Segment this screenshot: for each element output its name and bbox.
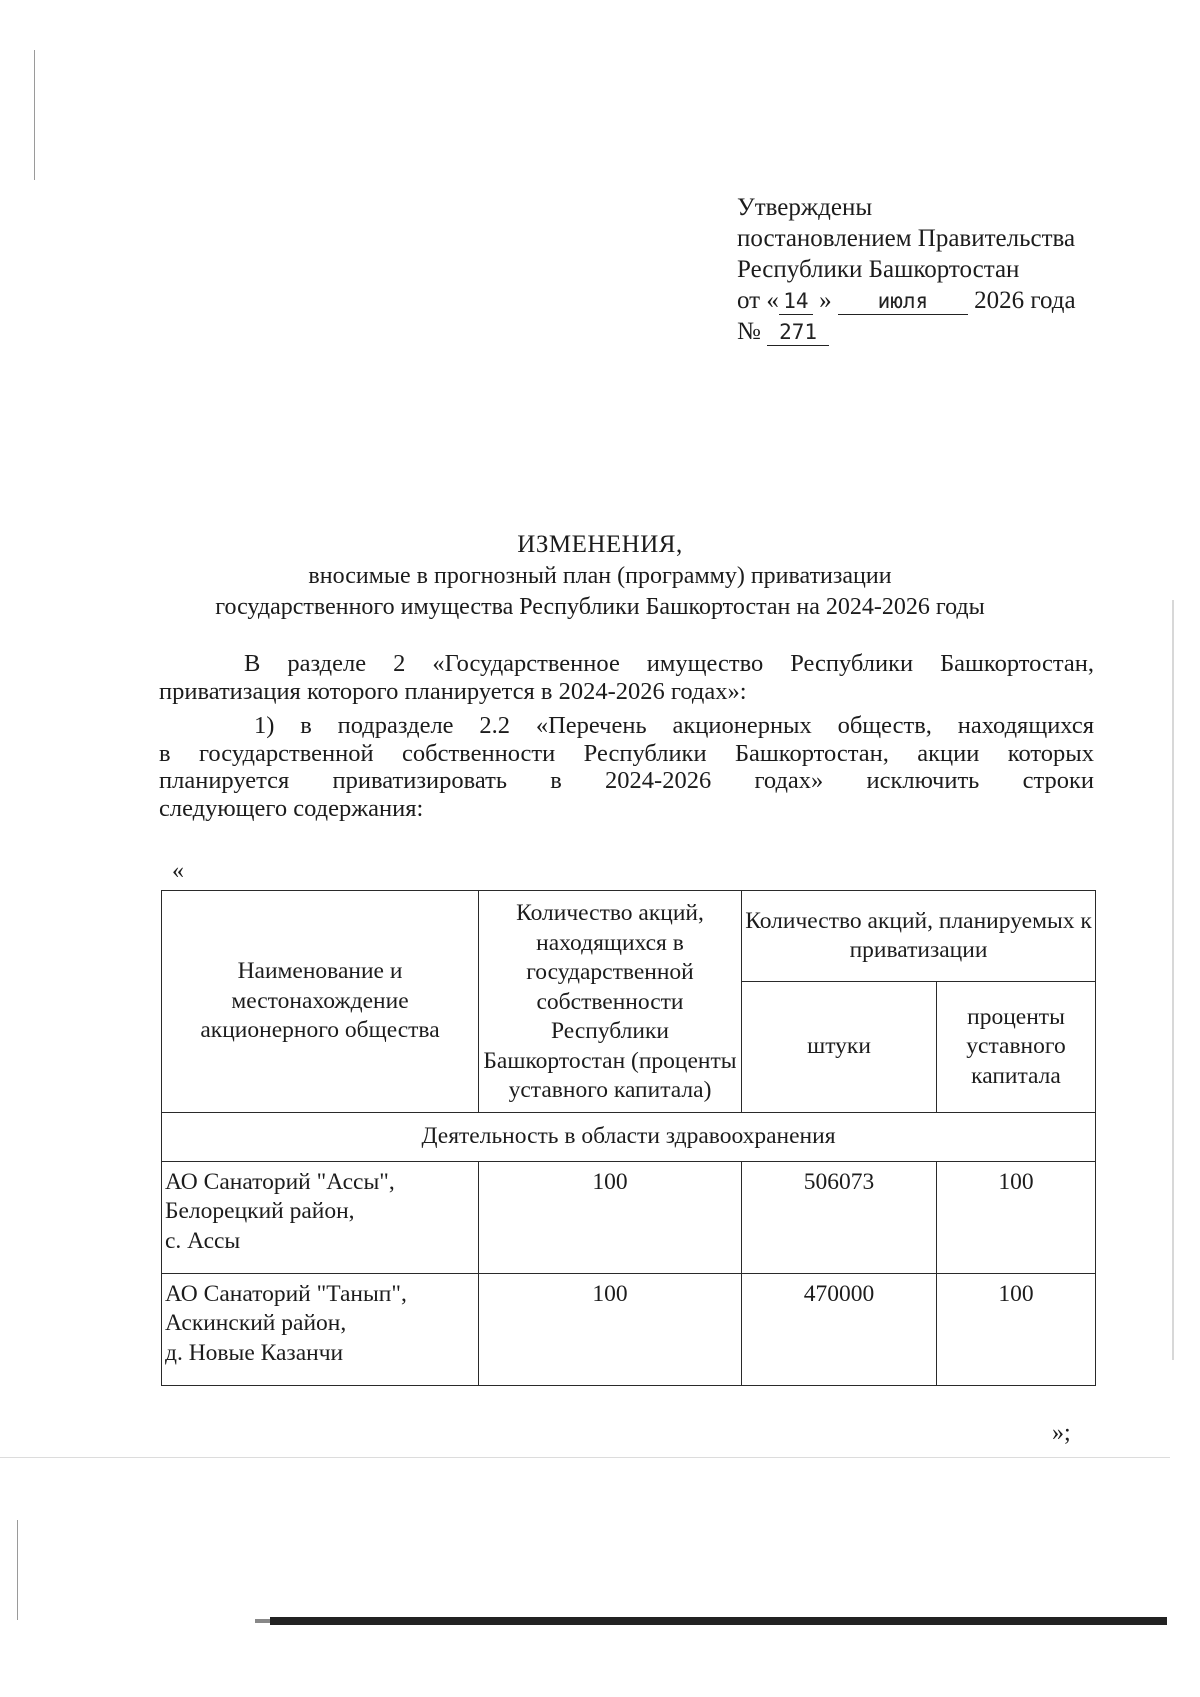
owned-percent-cell: 100 [479, 1161, 742, 1273]
table-section-row [162, 1112, 1096, 1161]
approval-line: постановлением Правительства [737, 225, 1076, 252]
company-cell [162, 1161, 479, 1273]
scan-margin-mark [17, 1520, 18, 1620]
paragraph-line: планируется приватизировать в 2024-2026 годах» исключить строки [159, 767, 1094, 794]
approval-line: Утверждены [737, 194, 873, 221]
paragraph-line: приватизация которого планируется в 2024-2026 годах»: [159, 677, 747, 705]
header-percent-capital: проценты уставного капитала [937, 982, 1096, 1113]
paragraph-line: В разделе 2 «Государственное имущество Республики Башкортостан, [244, 650, 1094, 677]
pieces-cell: 506073 [742, 1161, 937, 1273]
document-subtitle: государственного имущества Республики Башкортостан на 2024-2026 годы [215, 594, 985, 620]
owned-percent-cell: 100 [479, 1273, 742, 1385]
number-prefix: № [737, 318, 761, 345]
paragraph-section-2 [159, 650, 1094, 705]
privatization-table [161, 890, 1096, 1386]
company-locality: д. Новые Казанчи [165, 1339, 344, 1366]
date-month: июля [838, 289, 968, 315]
scan-fold-line [0, 1457, 1170, 1458]
percent-cell: 100 [937, 1161, 1096, 1273]
company-locality: с. Ассы [165, 1227, 241, 1254]
section-healthcare: Деятельность в области здравоохранения [162, 1112, 1096, 1161]
company-district: Белорецкий район, [165, 1198, 355, 1224]
company-name: АО Санаторий "Ассы", [165, 1168, 395, 1195]
document-title: ИЗМЕНЕНИЯ, [517, 531, 683, 558]
date-prefix: от « [737, 287, 779, 314]
paragraph-line: 1) в подразделе 2.2 «Перечень акционерных обществ, находящихся [254, 712, 1094, 739]
approval-number [737, 316, 1076, 347]
quote-open: « [172, 858, 184, 884]
paragraph-line: в государственной собственности Республики Башкортостан, акции которых [159, 739, 1094, 767]
percent-cell: 100 [937, 1273, 1096, 1385]
paragraph-line: следующего содержания: [159, 794, 424, 822]
date-day: 14 [779, 289, 813, 315]
scan-margin-mark [34, 50, 35, 180]
company-name: АО Санаторий "Танып", [165, 1280, 407, 1307]
approval-line: Республики Башкортостан [737, 256, 1020, 283]
header-planned-shares: Количество акций, планируемых к приватизации [742, 891, 1096, 982]
header-owned-shares: Количество акций, находящихся в государственной собственности Республики Башкортостан (проценты уставного капитала) [479, 891, 742, 1113]
pieces-cell: 470000 [742, 1273, 937, 1385]
approval-date [737, 285, 1076, 316]
table-row [162, 1161, 1096, 1273]
date-mid: » [819, 287, 832, 314]
table-header-row [162, 891, 1096, 982]
header-company-name: Наименование и местонахождение акционерного общества [162, 891, 479, 1113]
date-year: 2026 года [974, 287, 1076, 314]
approval-block [737, 192, 1076, 347]
document-subtitle: вносимые в прогнозный план (программу) приватизации [308, 563, 892, 589]
table-row [162, 1273, 1096, 1385]
company-district: Аскинский район, [165, 1310, 347, 1336]
header-pieces: штуки [742, 982, 937, 1113]
paragraph-subsection-2-2 [159, 712, 1094, 822]
document-number: 271 [767, 320, 829, 346]
scan-edge-shadow [1172, 600, 1174, 1360]
scan-bottom-edge [270, 1617, 1167, 1625]
company-cell [162, 1273, 479, 1385]
quote-close: »; [1052, 1420, 1071, 1446]
